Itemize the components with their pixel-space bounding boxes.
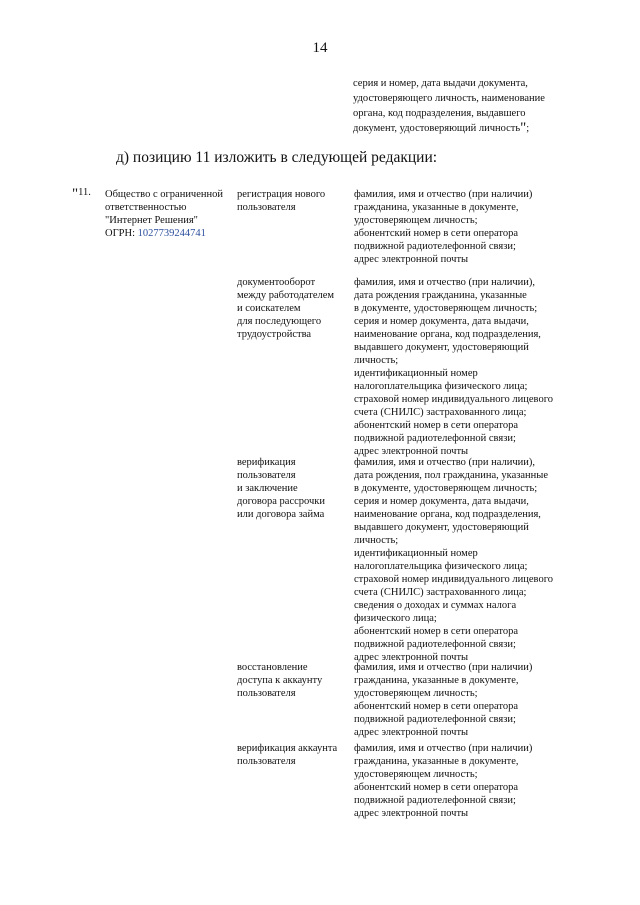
data-line: налогоплательщика физического лица; [354,561,528,572]
purpose-line: договора рассрочки [237,496,326,507]
purpose-line: пользователя [237,756,296,767]
data-line: адрес электронной почты [354,254,469,265]
text-line: органа, код подразделения, выдавшего [353,108,526,119]
purpose-cell [237,276,349,341]
purpose-line: для последующего [237,316,322,327]
closing-punct: ; [526,123,530,134]
data-line: подвижной радиотелефонной связи; [354,795,516,806]
previous-entry-text [353,76,593,136]
purpose-line: верификация аккаунта [237,743,338,754]
purpose-line: пользователя [237,202,296,213]
data-line: идентификационный номер [354,368,478,379]
data-line: идентификационный номер [354,548,478,559]
ogrn-label: ОГРН: [105,228,138,239]
data-line: гражданина, указанные в документе, [354,202,519,213]
data-line: абонентский номер в сети оператора [354,420,518,431]
data-line: абонентский номер в сети оператора [354,626,518,637]
page-number: 14 [312,40,328,56]
text-line: серия и номер, дата выдачи документа, [353,78,528,89]
data-cell [354,456,584,664]
data-line: сведения о доходах и суммах налога [354,600,517,611]
data-line: подвижной радиотелефонной связи; [354,714,516,725]
closing-quote: " [520,120,527,136]
row-number [72,186,91,203]
data-cell [354,188,584,266]
data-line: серия и номер документа, дата выдачи, [354,496,529,507]
data-line: наименование органа, код подразделения, [354,329,541,340]
data-line: адрес электронной почты [354,446,469,457]
data-cell [354,742,584,820]
data-cell [354,661,584,739]
data-line: адрес электронной почты [354,727,469,738]
data-line: страховой номер индивидуального лицевого [354,574,553,585]
organization-cell [105,188,230,240]
data-line: гражданина, указанные в документе, [354,756,519,767]
data-line: адрес электронной почты [354,808,469,819]
data-line: выдавшего документ, удостоверяющий [354,522,529,533]
purpose-line: или договора займа [237,509,325,520]
data-line: счета (СНИЛС) застрахованного лица; [354,407,527,418]
data-line: фамилия, имя и отчество (при наличии) [354,662,533,673]
purpose-line: документооборот [237,277,316,288]
purpose-line: регистрация нового [237,189,326,200]
purpose-line: и заключение [237,483,298,494]
org-line: "Интернет Решения" [105,215,198,226]
org-line: ответственностью [105,202,187,213]
data-line: страховой номер индивидуального лицевого [354,394,553,405]
purpose-line: восстановление [237,662,308,673]
data-line: фамилия, имя и отчество (при наличии) [354,743,533,754]
data-line: личность; [354,355,399,366]
data-line: подвижной радиотелефонной связи; [354,433,516,444]
data-line: удостоверяющем личность; [354,769,478,780]
data-line: подвижной радиотелефонной связи; [354,639,516,650]
text-line: документ, удостоверяющий личность [353,123,521,134]
data-line: адрес электронной почты [354,652,469,663]
data-line: физического лица; [354,613,437,624]
opening-quote: " [72,186,79,202]
position-number: 11. [78,187,91,198]
text-line-last [353,121,593,136]
data-line: налогоплательщика физического лица; [354,381,528,392]
data-line: гражданина, указанные в документе, [354,675,519,686]
text-line: удостоверяющего личность, наименование [353,93,545,104]
amendment-instruction: д) позицию 11 изложить в следующей редакции: [116,149,438,166]
purpose-line: верификация [237,457,296,468]
purpose-line: между работодателем [237,290,335,301]
purpose-line: пользователя [237,688,296,699]
data-line: в документе, удостоверяющем личность; [354,483,538,494]
data-line: личность; [354,535,399,546]
data-line: в документе, удостоверяющем личность; [354,303,538,314]
data-line: удостоверяющем личность; [354,215,478,226]
data-line: наименование органа, код подразделения, [354,509,541,520]
data-line: абонентский номер в сети оператора [354,782,518,793]
data-line: подвижной радиотелефонной связи; [354,241,516,252]
data-line: абонентский номер в сети оператора [354,701,518,712]
purpose-line: трудоустройства [237,329,312,340]
data-line: фамилия, имя и отчество (при наличии), [354,277,536,288]
ogrn-number: 1027739244741 [137,228,206,239]
ogrn-line [105,227,230,240]
data-line: удостоверяющем личность; [354,688,478,699]
data-line: серия и номер документа, дата выдачи, [354,316,529,327]
data-line: дата рождения, пол гражданина, указанные [354,470,548,481]
purpose-line: доступа к аккаунту [237,675,323,686]
purpose-line: и соискателем [237,303,301,314]
data-line: выдавшего документ, удостоверяющий [354,342,529,353]
data-line: дата рождения гражданина, указанные [354,290,527,301]
data-line: фамилия, имя и отчество (при наличии), [354,457,536,468]
purpose-line: пользователя [237,470,296,481]
purpose-cell [237,188,349,214]
data-line: счета (СНИЛС) застрахованного лица; [354,587,527,598]
data-line: фамилия, имя и отчество (при наличии) [354,189,533,200]
data-cell [354,276,584,458]
data-line: абонентский номер в сети оператора [354,228,518,239]
purpose-cell [237,456,349,521]
purpose-cell [237,661,349,700]
purpose-cell [237,742,349,768]
org-line: Общество с ограниченной [105,189,223,200]
